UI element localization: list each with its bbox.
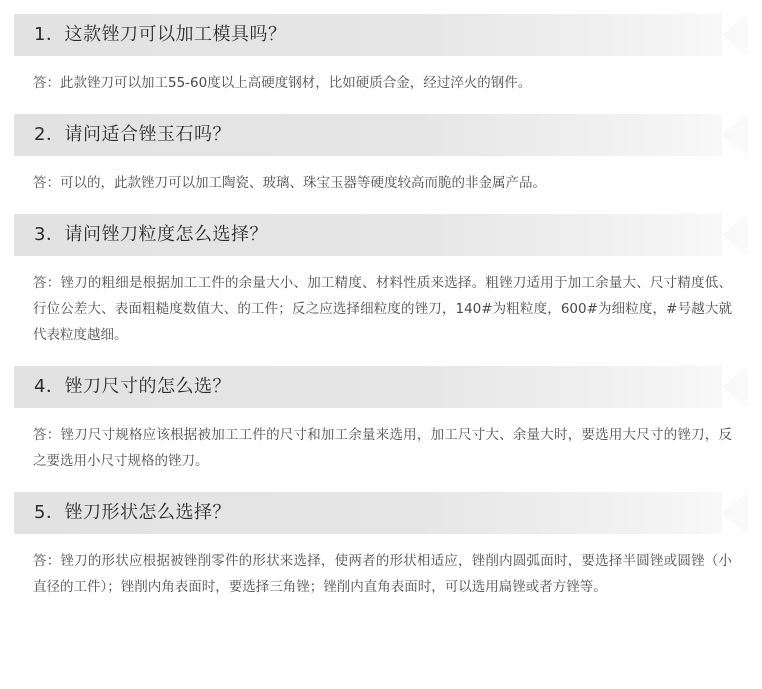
faq-question-text: 5．锉刀形状怎么选择？ bbox=[34, 502, 231, 523]
faq-answer bbox=[0, 408, 762, 490]
faq-question-banner bbox=[14, 492, 748, 534]
faq-item bbox=[0, 214, 762, 364]
faq-question-text: 2．请问适合锉玉石吗？ bbox=[34, 124, 231, 145]
faq-question-banner bbox=[14, 366, 748, 408]
faq-answer bbox=[0, 156, 762, 212]
faq-item bbox=[0, 492, 762, 616]
faq-answer-text: 答：此款锉刀可以加工55-60度以上高硬度钢材，比如硬质合金，经过淬火的钢件。 bbox=[33, 75, 532, 91]
faq-question-banner bbox=[14, 114, 748, 156]
faq-question-text: 4．锉刀尺寸的怎么选？ bbox=[34, 376, 231, 397]
faq-question-text: 1．这款锉刀可以加工模具吗？ bbox=[34, 24, 287, 45]
faq-item bbox=[0, 366, 762, 490]
faq-question-text: 3．请问锉刀粒度怎么选择？ bbox=[34, 224, 268, 245]
faq-item bbox=[0, 114, 762, 212]
faq-answer-text: 答：可以的，此款锉刀可以加工陶瓷、玻璃、珠宝玉器等硬度较高而脆的非金属产品。 bbox=[33, 175, 546, 191]
faq-answer-text: 答：锉刀尺寸规格应该根据被加工工件的尺寸和加工余量来选用，加工尺寸大、余量大时，要选用大尺寸的锉刀，反之要选用小尺寸规格的锉刀。 bbox=[33, 427, 732, 469]
faq-answer bbox=[0, 56, 762, 112]
faq-answer-text: 答：锉刀的粗细是根据加工工件的余量大小、加工精度、材料性质来选择。粗锉刀适用于加工余量大、尺寸精度低、行位公差大、表面粗糙度数值大、的工件；反之应选择细粒度的锉刀，140#为粗粒度，600#为细粒度，#号越大就代表粒度越细。 bbox=[33, 275, 732, 343]
faq-answer bbox=[0, 534, 762, 616]
faq-answer bbox=[0, 256, 762, 364]
faq-question-banner bbox=[14, 14, 748, 56]
faq-item bbox=[0, 14, 762, 112]
faq-answer-text: 答：锉刀的形状应根据被锉削零件的形状来选择，使两者的形状相适应，锉削内圆弧面时，要选择半圆锉或圆锉（小直径的工件）；锉削内角表面时，要选择三角锉；锉削内直角表面时，可以选用扁锉或者方锉等。 bbox=[33, 553, 732, 595]
faq-question-banner bbox=[14, 214, 748, 256]
